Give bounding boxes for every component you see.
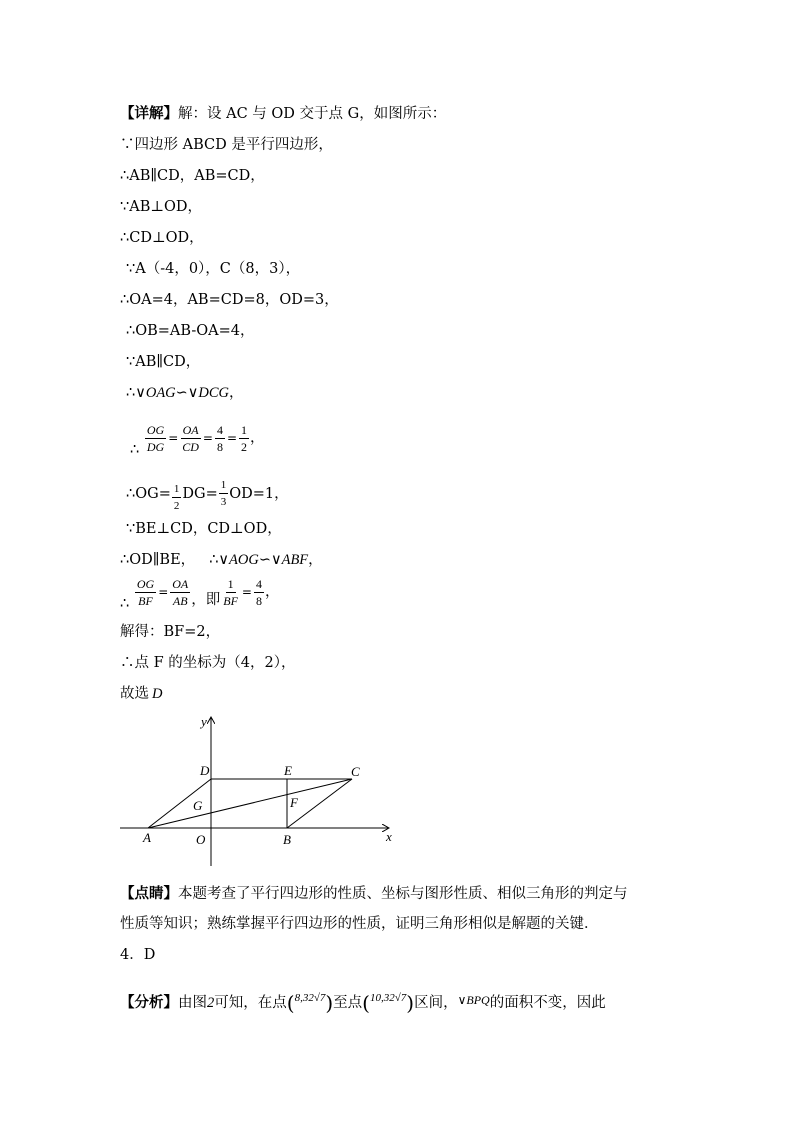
line-4: ∵AB⊥OD， <box>120 199 203 215</box>
therefore-sign: ∴ <box>126 385 136 401</box>
line-6: ∵A（-4，0），C（8，3）， <box>126 261 301 277</box>
comment-heading: 【点睛】 <box>120 885 178 902</box>
line-12: ∴OG= $\frac{1}{2}$ DG= $\frac{1}{3}$ OD=1， <box>126 479 289 512</box>
fraction-1-2-small: $\frac{1}{2}$ <box>173 483 180 512</box>
similar-triangles-aog-abf: ∨AOG∽∨ABF <box>218 552 309 568</box>
label-f: F <box>290 795 298 810</box>
label-a: A <box>143 830 151 845</box>
point-1: 8,32√7 <box>294 992 326 1004</box>
detail-text: 解：设 AC 与 OD 交于点 G，如图所示： <box>178 106 447 122</box>
fraction-4-8: $\frac{4}{8}$ <box>216 422 223 454</box>
fraction-1-3-small: $\frac{1}{3}$ <box>220 479 227 508</box>
line-14: ∴OD∥BE， ∴∨AOG∽∨ABF， <box>120 552 323 568</box>
line-17: ∴点 F 的坐标为（4，2）， <box>120 655 296 671</box>
similar-triangles-oag-dcg: ∨OAG∽∨DCG <box>135 385 230 401</box>
therefore-sign: ∴ <box>130 442 140 458</box>
line-8: ∴OB=AB-OA=4， <box>126 323 255 339</box>
line-2: ∵四边形 ABCD 是平行四边形， <box>120 137 333 153</box>
label-e: E <box>284 763 292 778</box>
line-16: 解得：BF=2， <box>120 624 221 640</box>
label-o: O <box>196 832 206 847</box>
diagonal-ac <box>148 779 352 828</box>
fraction-oa-cd: $\frac{OA}{CD}$ <box>182 422 199 454</box>
label-d: D <box>200 763 210 778</box>
line-5: ∴CD⊥OD， <box>120 230 204 246</box>
comma: ， <box>229 385 244 401</box>
line-detail-intro <box>120 104 446 124</box>
triangle-bpq: ∨BPQ <box>457 992 490 1007</box>
line-3: ∴AB∥CD，AB=CD， <box>120 168 265 184</box>
fraction-og-bf: $\frac{OG}{BF}$ <box>136 576 155 608</box>
line-15-ratio: ∴ $\frac{OG}{BF}$ = $\frac{OA}{AB}$ ，即 $\frac{1}{BF}$ = $\frac{4}{8}$ ， <box>120 576 280 612</box>
line-18: 故选 D <box>120 686 163 702</box>
fraction-4-8b: $\frac{4}{8}$ <box>255 576 262 608</box>
fraction-oa-ab: $\frac{OA}{AB}$ <box>172 576 189 608</box>
fraction-og-dg: $\frac{OG}{DG}$ <box>146 422 165 454</box>
label-x: x <box>386 829 392 844</box>
comment-paragraph: 【点睛】本题考查了平行四边形的性质、坐标与图形性质、相似三角形的判定与 <box>120 885 628 902</box>
analysis-paragraph: 【分析】由图2可知，在点($^{8,32√7}$)至点($^{10,32√7}$)区间，$^{\vee BPQ}$的面积不变，因此 <box>120 990 606 1015</box>
analysis-heading: 【分析】 <box>120 993 178 1011</box>
line-7: ∴OA=4，AB=CD=8，OD=3， <box>120 292 339 308</box>
line-9: ∵AB∥CD， <box>126 354 201 370</box>
label-g: G <box>193 798 203 813</box>
parallelogram-figure <box>110 708 410 870</box>
line-13: ∵BE⊥CD，CD⊥OD， <box>126 521 282 537</box>
point-2: 10,32√7 <box>369 992 407 1004</box>
label-c: C <box>351 764 360 779</box>
label-y: y <box>201 714 207 729</box>
label-b: B <box>283 832 291 847</box>
detail-heading: 【详解】 <box>120 105 178 122</box>
line-11-ratio: ∴ $\frac{OG}{DG}$ = $\frac{OA}{CD}$ = $\frac{4}{8}$ = $\frac{1}{2}$ ， <box>130 422 265 458</box>
fraction-1-2: $\frac{1}{2}$ <box>241 422 248 454</box>
line-10 <box>126 383 244 403</box>
fraction-1-bf: $\frac{1}{BF}$ <box>223 576 238 608</box>
comment-line-2: 性质等知识；熟练掌握平行四边形的性质，证明三角形相似是解题的关键． <box>120 916 599 932</box>
question-4-answer: 4．D <box>120 947 156 963</box>
